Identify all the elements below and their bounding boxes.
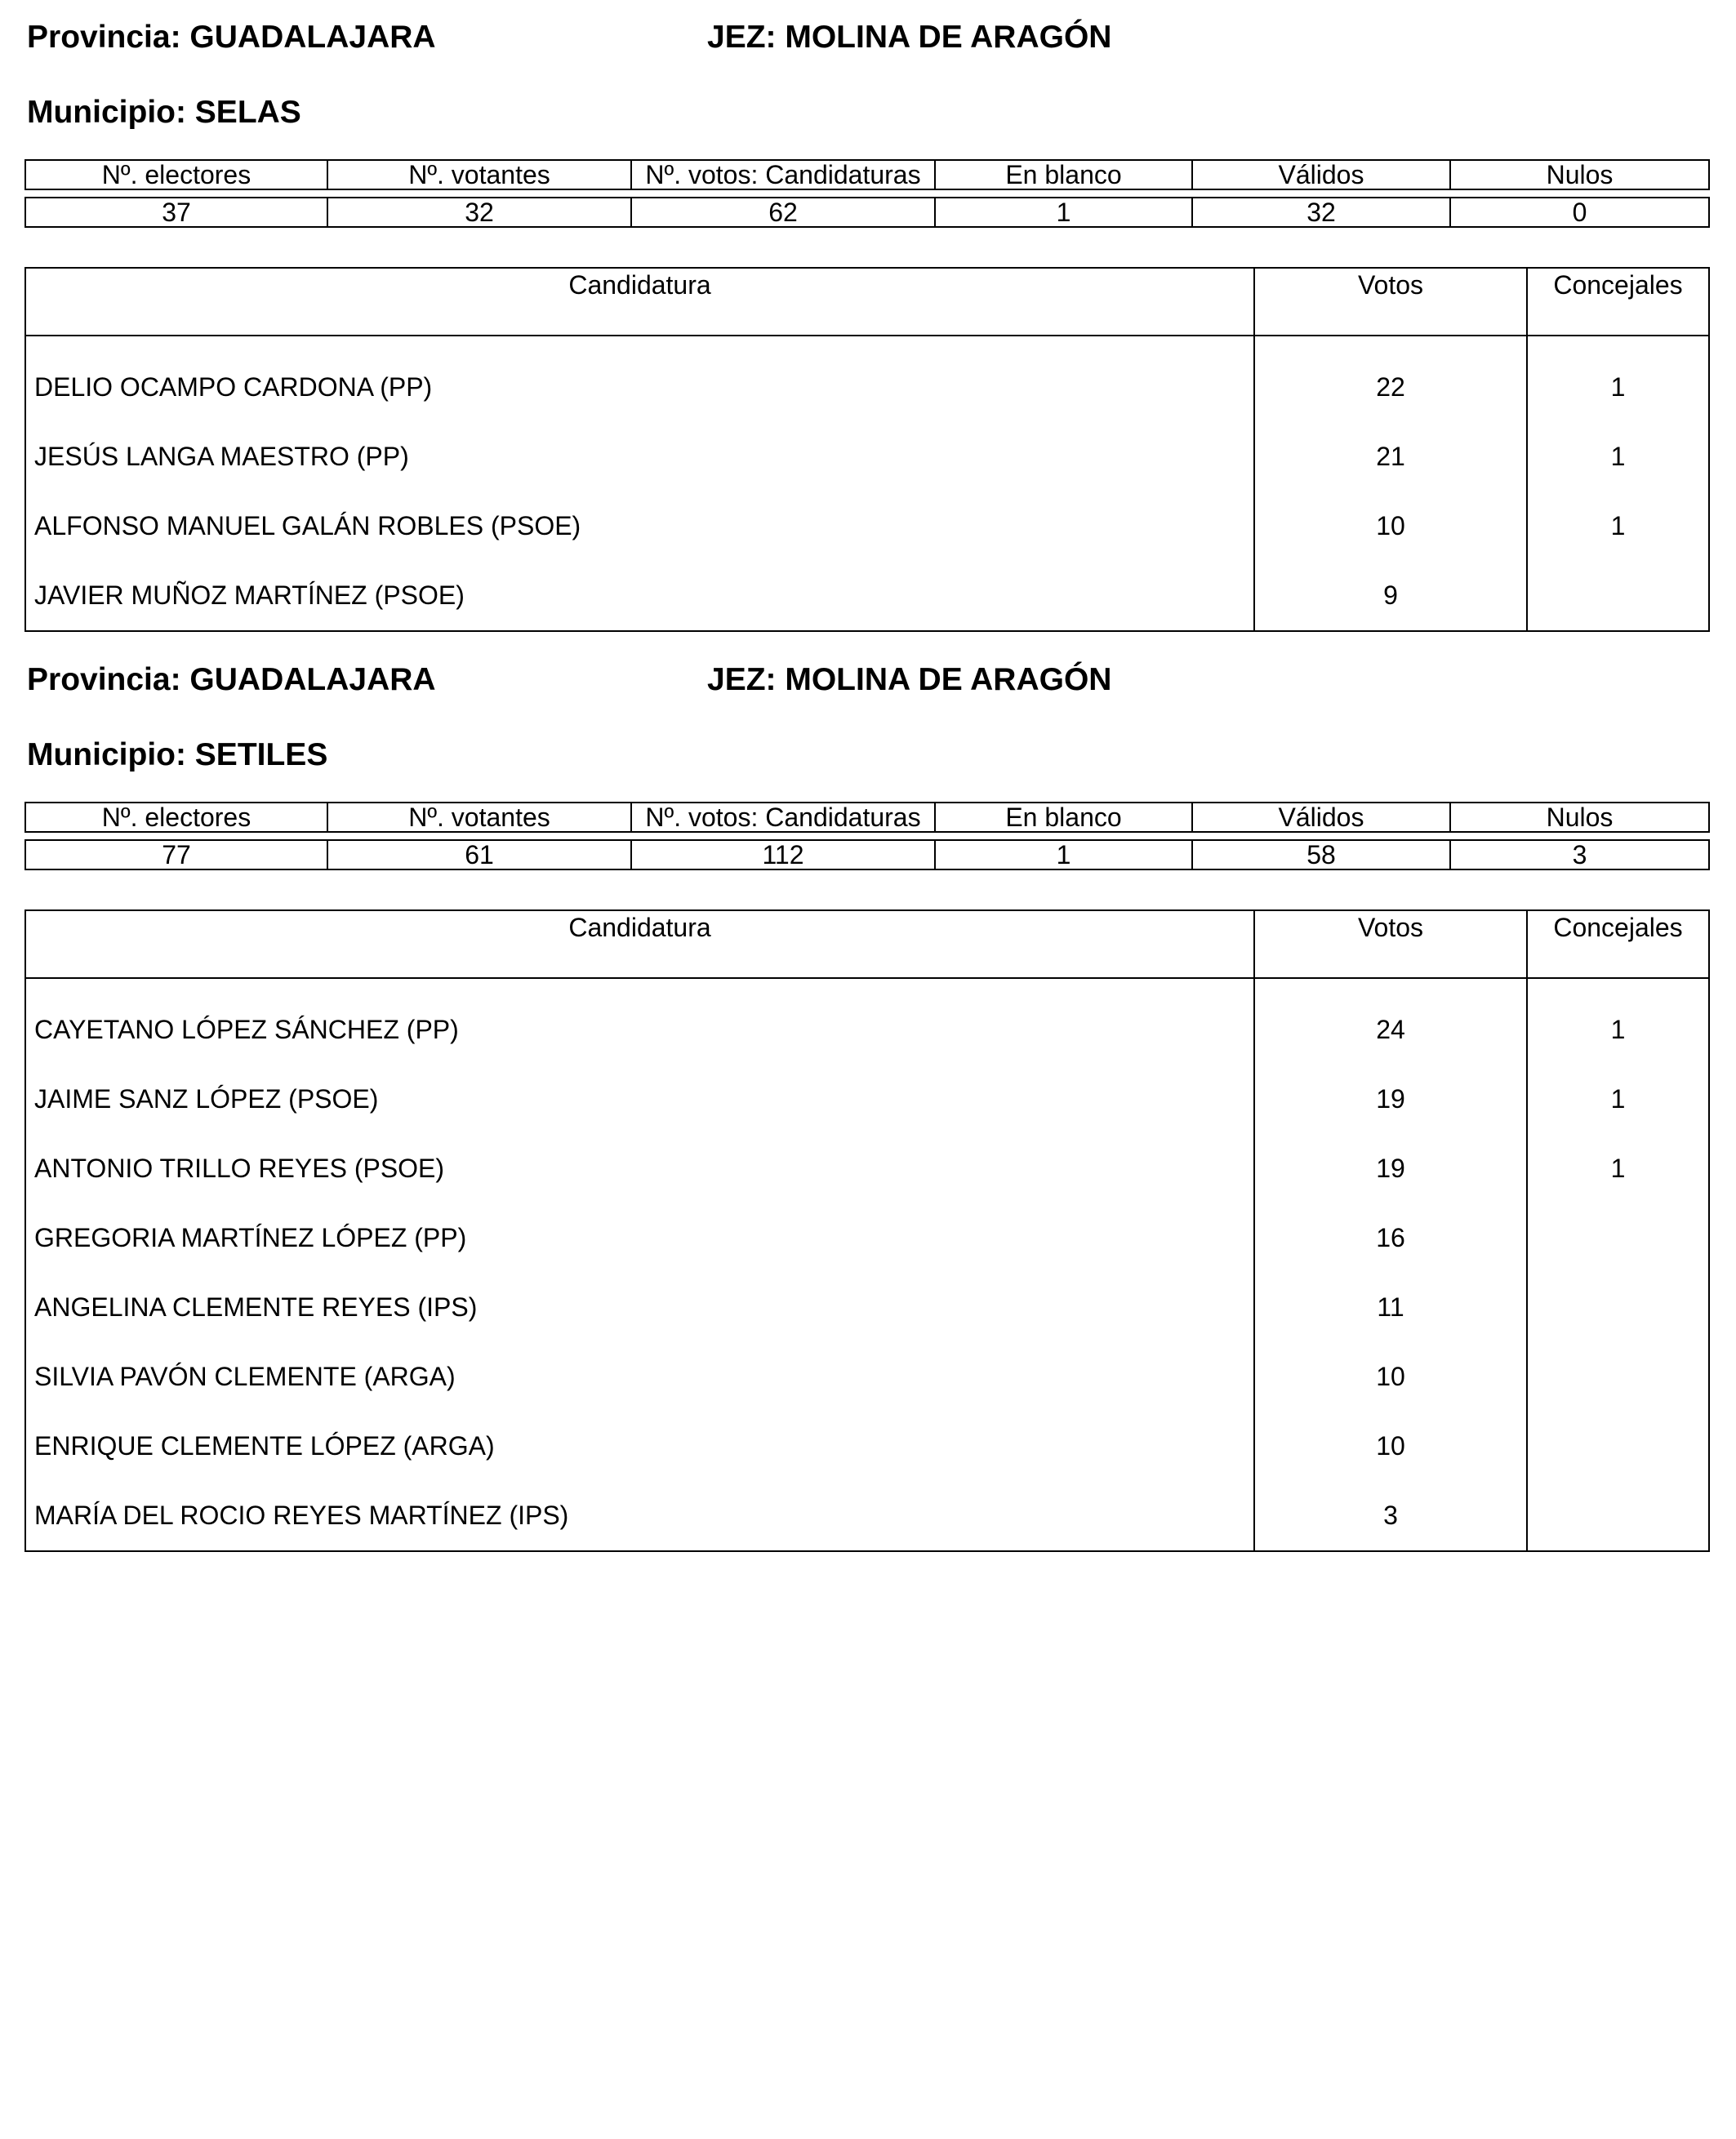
- header-candidatura: Candidatura: [25, 910, 1254, 978]
- candidates-header-row: [25, 268, 1709, 336]
- table-row: [25, 491, 1709, 561]
- summary-values-row: [25, 198, 1709, 227]
- value-nulos: 0: [1450, 198, 1709, 227]
- header-votos: Votos: [1254, 910, 1527, 978]
- municipio-label: Municipio: SELAS: [27, 95, 301, 130]
- header-nulos: Nulos: [1450, 160, 1709, 189]
- table-row: [25, 978, 1709, 1065]
- candidate-name: JAVIER MUÑOZ MARTÍNEZ (PSOE): [34, 580, 465, 610]
- candidate-concejales: 1: [1527, 491, 1709, 561]
- provincia-label: Provincia: GUADALAJARA: [27, 20, 436, 55]
- candidate-name: ALFONSO MANUEL GALÁN ROBLES (PSOE): [34, 511, 581, 540]
- header-en-blanco: En blanco: [935, 803, 1192, 832]
- header-votos: Votos: [1254, 268, 1527, 336]
- header-concejales: Concejales: [1527, 910, 1709, 978]
- candidate-name: MARÍA DEL ROCIO REYES MARTÍNEZ (IPS): [34, 1501, 569, 1530]
- candidate-votos: 19: [1254, 1134, 1527, 1203]
- header-nulos: Nulos: [1450, 803, 1709, 832]
- candidate-concejales: [1527, 1481, 1709, 1551]
- table-row: [25, 561, 1709, 631]
- summary-values-row: [25, 840, 1709, 869]
- candidate-name: JAIME SANZ LÓPEZ (PSOE): [34, 1084, 379, 1114]
- candidate-concejales: [1527, 1203, 1709, 1273]
- candidate-name: SILVIA PAVÓN CLEMENTE (ARGA): [34, 1362, 456, 1391]
- value-votantes: 61: [327, 840, 631, 869]
- candidate-votos: 3: [1254, 1481, 1527, 1551]
- candidate-votos: 24: [1254, 978, 1527, 1065]
- header-validos: Válidos: [1192, 160, 1450, 189]
- table-row: [25, 1481, 1709, 1551]
- municipio-section-selas: [24, 20, 1708, 632]
- value-votos-candidaturas: 112: [631, 840, 935, 869]
- table-row: [25, 1203, 1709, 1273]
- header-en-blanco: En blanco: [935, 160, 1192, 189]
- candidate-concejales: [1527, 561, 1709, 631]
- table-row: [25, 336, 1709, 422]
- candidate-name: ENRIQUE CLEMENTE LÓPEZ (ARGA): [34, 1431, 495, 1461]
- header-votos-candidaturas: Nº. votos: Candidaturas: [631, 803, 935, 832]
- municipio-label: Municipio: SETILES: [27, 737, 328, 772]
- header-row: [24, 662, 1708, 706]
- table-row: [25, 1412, 1709, 1481]
- candidate-votos: 11: [1254, 1273, 1527, 1342]
- candidate-name: ANTONIO TRILLO REYES (PSOE): [34, 1154, 445, 1183]
- header-votantes: Nº. votantes: [327, 803, 631, 832]
- candidate-concejales: 1: [1527, 336, 1709, 422]
- candidate-votos: 21: [1254, 422, 1527, 491]
- table-row: [25, 422, 1709, 491]
- value-en-blanco: 1: [935, 840, 1192, 869]
- value-electores: 77: [25, 840, 327, 869]
- candidate-name: DELIO OCAMPO CARDONA (PP): [34, 372, 433, 402]
- candidate-name: JESÚS LANGA MAESTRO (PP): [34, 442, 409, 471]
- candidates-table: [24, 267, 1710, 632]
- jez-label: JEZ: MOLINA DE ARAGÓN: [707, 662, 1112, 697]
- header-concejales: Concejales: [1527, 268, 1709, 336]
- candidate-votos: 10: [1254, 491, 1527, 561]
- candidate-concejales: 1: [1527, 978, 1709, 1065]
- provincia-label: Provincia: GUADALAJARA: [27, 662, 436, 697]
- value-validos: 32: [1192, 198, 1450, 227]
- value-nulos: 3: [1450, 840, 1709, 869]
- candidate-votos: 10: [1254, 1412, 1527, 1481]
- value-validos: 58: [1192, 840, 1450, 869]
- candidate-concejales: 1: [1527, 1134, 1709, 1203]
- candidate-name: GREGORIA MARTÍNEZ LÓPEZ (PP): [34, 1223, 467, 1252]
- summary-table: [24, 802, 1710, 870]
- candidate-votos: 22: [1254, 336, 1527, 422]
- header-votos-candidaturas: Nº. votos: Candidaturas: [631, 160, 935, 189]
- header-electores: Nº. electores: [25, 160, 327, 189]
- candidate-votos: 9: [1254, 561, 1527, 631]
- table-row: [25, 1342, 1709, 1412]
- candidate-concejales: [1527, 1342, 1709, 1412]
- value-votantes: 32: [327, 198, 631, 227]
- header-row: [24, 20, 1708, 64]
- jez-label: JEZ: MOLINA DE ARAGÓN: [707, 20, 1112, 55]
- candidate-votos: 16: [1254, 1203, 1527, 1273]
- candidate-votos: 10: [1254, 1342, 1527, 1412]
- candidate-concejales: 1: [1527, 422, 1709, 491]
- candidate-concejales: [1527, 1273, 1709, 1342]
- candidate-name: ANGELINA CLEMENTE REYES (IPS): [34, 1292, 478, 1322]
- value-votos-candidaturas: 62: [631, 198, 935, 227]
- header-electores: Nº. electores: [25, 803, 327, 832]
- header-validos: Válidos: [1192, 803, 1450, 832]
- municipio-section-setiles: [24, 662, 1708, 1552]
- header-candidatura: Candidatura: [25, 268, 1254, 336]
- summary-table: [24, 159, 1710, 228]
- value-electores: 37: [25, 198, 327, 227]
- table-row: [25, 1273, 1709, 1342]
- value-en-blanco: 1: [935, 198, 1192, 227]
- header-votantes: Nº. votantes: [327, 160, 631, 189]
- candidates-table: [24, 909, 1710, 1552]
- candidate-concejales: 1: [1527, 1065, 1709, 1134]
- summary-header-row: [25, 803, 1709, 832]
- summary-header-row: [25, 160, 1709, 189]
- candidate-votos: 19: [1254, 1065, 1527, 1134]
- candidate-concejales: [1527, 1412, 1709, 1481]
- table-row: [25, 1134, 1709, 1203]
- table-row: [25, 1065, 1709, 1134]
- candidate-name: CAYETANO LÓPEZ SÁNCHEZ (PP): [34, 1015, 459, 1044]
- candidates-header-row: [25, 910, 1709, 978]
